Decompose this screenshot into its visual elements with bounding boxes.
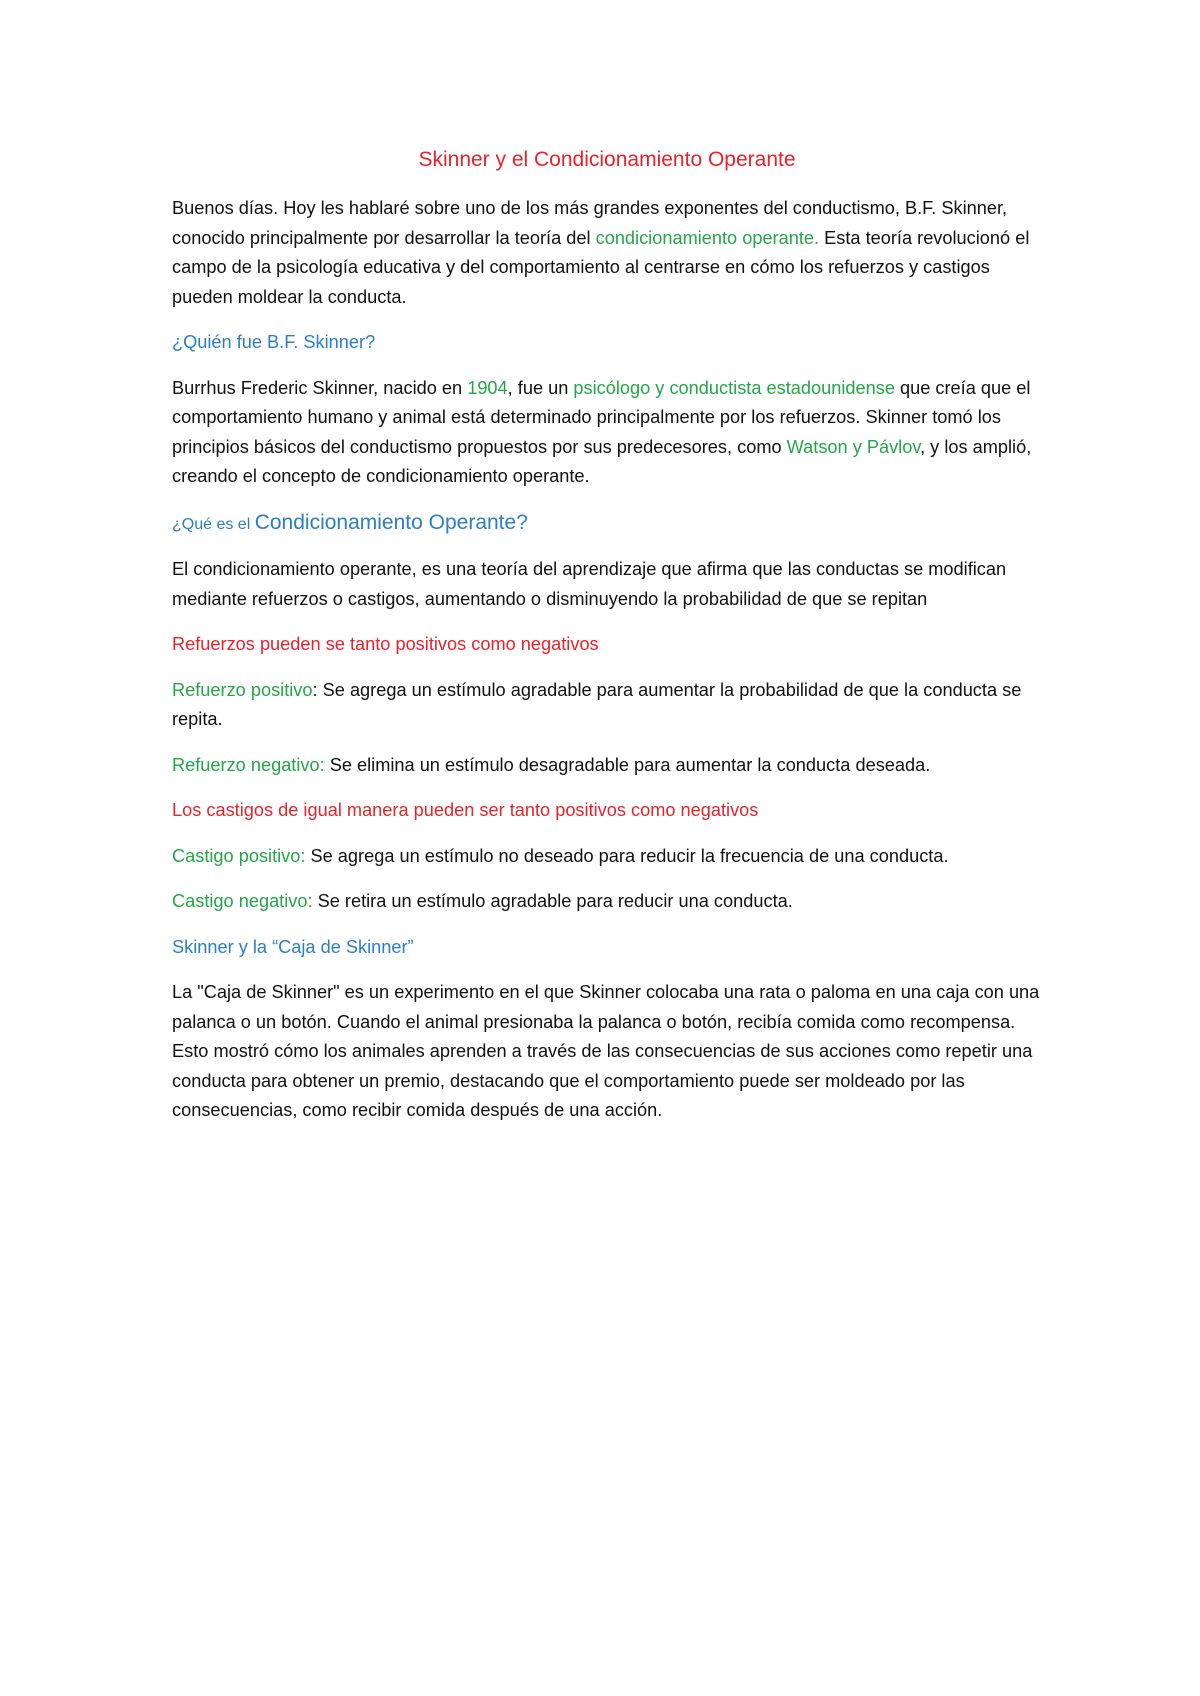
negative-punishment-label: Castigo negativo: — [172, 891, 313, 911]
intro-text-start: Buenos días. Hoy les hablaré sobre uno de los más grandes exponentes del conductismo, B.F. Skinner, conocido principalmente por desarrollar la teoría del — [172, 198, 1008, 248]
reinforcement-heading: Refuerzos pueden se tanto positivos como negativos — [172, 634, 599, 654]
heading-what-small: ¿Qué es el — [172, 515, 255, 533]
positive-punishment-label: Castigo positivo: — [172, 845, 306, 866]
bio-role: psicólogo y conductista estadounidense — [573, 377, 895, 398]
definition-paragraph: El condicionamiento operante, es una teoría del aprendizaje que afirma que las conductas se modifican mediante refuerzos o castigos, aumentando o disminuyendo la probabilidad de que se repitan — [172, 559, 1007, 609]
bio-text-2: , fue un — [507, 377, 574, 398]
negative-reinforcement-label: Refuerzo negativo: — [172, 754, 325, 775]
bio-paragraph — [172, 374, 1042, 492]
heading-skinner-box: Skinner y la “Caja de Skinner” — [172, 936, 414, 957]
heading-who-was-skinner: ¿Quién fue B.F. Skinner? — [172, 332, 376, 352]
negative-reinforcement-paragraph — [172, 751, 1042, 781]
bio-text-3: que creía que el comportamiento humano y animal está determinado principalmente por los refuerzos. Skinner tomó los principios básicos del conductismo propuestos por sus predecesores, como — [172, 377, 1031, 457]
negative-punishment-paragraph — [172, 887, 1042, 917]
document-body — [172, 140, 1042, 1142]
negative-reinforcement-text: Se elimina un estímulo desagradable para aumentar la conducta deseada. — [324, 754, 931, 775]
positive-reinforcement-colon: : — [312, 679, 318, 700]
positive-reinforcement-label: Refuerzo positivo — [172, 679, 313, 700]
positive-reinforcement-paragraph — [172, 676, 1042, 735]
intro-paragraph — [172, 194, 1042, 312]
positive-punishment-text: Se agrega un estímulo no deseado para reducir la frecuencia de una conducta. — [305, 845, 949, 866]
bio-year: 1904 — [467, 377, 508, 398]
bio-text-4: , y los amplió, creando el concepto de condicionamiento operante. — [172, 436, 1032, 486]
bio-names: Watson y Pávlov — [786, 436, 921, 457]
heading-what-large: Condicionamiento Operante? — [254, 510, 528, 534]
positive-punishment-paragraph — [172, 842, 1042, 872]
skinner-box-paragraph: La "Caja de Skinner" es un experimento en el que Skinner colocaba una rata o paloma en una caja con una palanca o un botón. Cuando el animal presionaba la palanca o botón, recibía comida como recompensa. Esto mostró cómo los animales aprenden a través de las consecuencias de sus acciones como repetir una conducta para obtener un premio, destacando que el comportamiento puede ser moldeado por las consecuencias, como recibir comida después de una acción. — [172, 982, 1040, 1120]
bio-text-1: Burrhus Frederic Skinner, nacido en — [172, 377, 468, 398]
negative-punishment-text: Se retira un estímulo agradable para reducir una conducta. — [312, 891, 793, 911]
heading-what-is-operant — [172, 508, 1042, 540]
document-title: Skinner y el Condicionamiento Operante — [418, 148, 796, 171]
intro-highlight: condicionamiento operante. — [595, 227, 820, 248]
intro-text-end: Esta teoría revolucionó el campo de la psicología educativa y del comportamiento al centrarse en cómo los refuerzos y castigos pueden moldear la conducta. — [172, 227, 1030, 307]
punishment-heading: Los castigos de igual manera pueden ser tanto positivos como negativos — [172, 800, 759, 820]
positive-reinforcement-text: Se agrega un estímulo agradable para aumentar la probabilidad de que la conducta se repita. — [172, 679, 1022, 729]
